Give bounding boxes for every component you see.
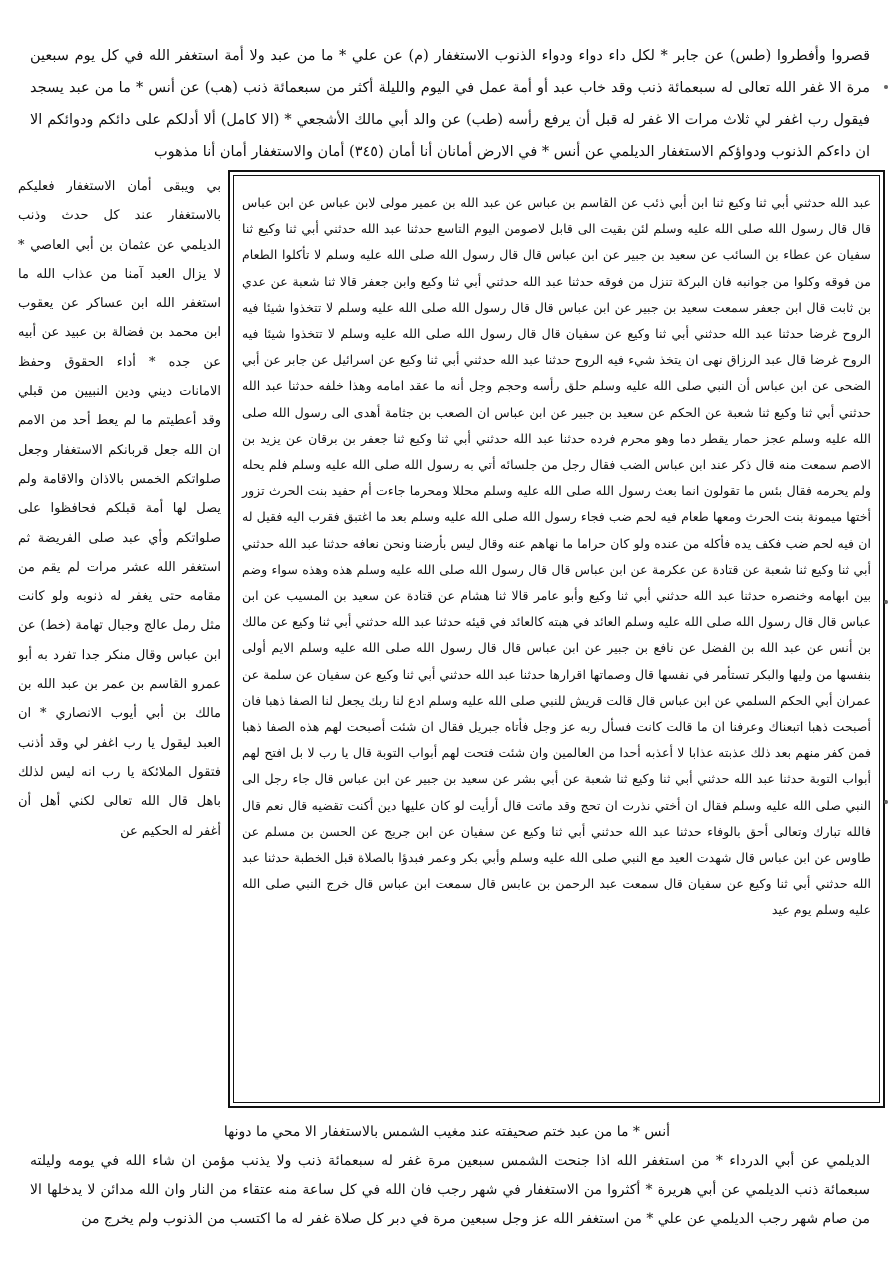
side-margin-commentary bbox=[18, 172, 221, 1102]
top-margin-text: قصروا وأفطروا (طس) عن جابر * لكل داء دواء ودواء الذنوب الاستغفار (م) عن علي * ما من عبد ولا أمة استغفر الله في كل يوم سبعين مرة الا غفر الله تعالى له سبعمائة ذنب وقد خاب عبد أو أمة عمل في اليوم والليلة أكثر من سبعمائة ذنب (هب) عن أنس * ما من عبد يسجد فيقول رب اغفر لي ثلاث مرات الا غفر له قبل أن يرفع رأسه (طب) عن والد أبي مالك الأشجعي * (الا كامل) ألا أدلكم على دائكم ودوائكم الا ان داءكم الذنوب ودواؤكم الاستغفار الديلمي عن أنس * في الارض أمانان أنا أمان (٣٤٥) أمان والاستغفار أمان أنا مذهوب bbox=[30, 48, 870, 160]
bottom-margin-commentary bbox=[30, 1118, 870, 1283]
main-text-frame bbox=[228, 170, 885, 1108]
bottom-margin-first-line: أنس * ما من عبد ختم صحيفته عند مغيب الشمس بالاستغفار الا محي ما دونها bbox=[223, 1124, 670, 1140]
main-hadith-text: عبد الله حدثني أبي ثنا وكيع ثنا ابن أبي ذئب عن القاسم بن عباس عن عبد الله بن عمير مولى لابن عباس عن ابن عباس قال قال رسول الله صلى الله عليه وسلم لئن بقيت الى قابل لاصومن اليوم التاسع حدثنا عبد الله حدثني أبي ثنا وكيع ثنا سفيان عن عطاء بن السائب عن سعيد بن جبير عن ابن عباس قال قال رسول الله صلى الله عليه وسلم لا تأكلوا الطعام من فوقه وكلوا من جوانبه فان البركة تنزل من فوقه حدثنا عبد الله حدثني أبي ثنا وكيع وابن جعفر قالا ثنا شعبة عن عدي بن ثابت قال ابن جعفر سمعت سعيد بن جبير عن ابن عباس قال قال رسول الله صلى الله عليه وسلم لا تتخذوا شيئا فيه الروح غرضا حدثنا عبد الله حدثني أبي ثنا وكيع عن سفيان قال قال رسول الله صلى الله عليه وسلم لا تتخذوا شيئا فيه الروح غرضا قال عبد الرزاق نهى ان يتخذ شيء فيه الروح حدثنا عبد الله حدثني أبي ثنا وكيع عن اسرائيل عن جابر عن أبي الضحى عن ابن عباس أن النبي صلى الله عليه وسلم حلق رأسه وحجم وجل أنه ما عقد امامه وهذا خلفه حدثنا عبد الله حدثني أبي ثنا وكيع ثنا شعبة عن الحكم عن سعيد بن جبير عن ابن عباس ان الصعب بن جثامة أهدى الى رسول الله صلى الله عليه وسلم عجز حمار يقطر دما وهو محرم فرده حدثنا عبد الله حدثني أبي ثنا وكيع ثنا جعفر بن برقان عن يزيد بن الاصم سمعت منه قال ذكر عند ابن عباس الضب فقال رجل من جلسائه أتي به رسول الله صلى الله عليه وسلم فلم يحله ولم يحرمه فقال بئس ما تقولون انما بعث رسول الله صلى الله عليه وسلم محللا ومحرما جاءت أم حفيد بنت الحرث تزور أختها ميمونة بنت الحرث ومعها طعام فيه لحم ضب فجاء رسول الله صلى الله عليه وسلم بعد ما اغتبق فقرب اليه فقيل له ان فيه لحم ضب فكف يده فأكله من عنده ولو كان حراما ما نهاهم عنه وقال ليس بأرضنا ونحن نعافه حدثنا عبد الله حدثني أبي ثنا وكيع ثنا شعبة عن قتادة عن عكرمة عن ابن عباس قال قال رسول الله صلى الله عليه وسلم هذه وهذه سواء وضم بين ابهامه وخنصره حدثنا عبد الله حدثني أبي ثنا وكيع وأبو عامر قالا ثنا هشام عن قتادة عن سعيد بن المسيب عن ابن عباس قال قال رسول الله صلى الله عليه وسلم العائد في هبته كالعائد في قيئه حدثنا عبد الله حدثني أبي ثنا وكيع عن مالك بن أنس عن عبد الله بن الفضل عن نافع بن جبير عن ابن عباس قال قال رسول الله صلى الله عليه وسلم الايم أولى بنفسها من وليها والبكر تستأمر في نفسها قال وصماتها اقرارها حدثنا عبد الله حدثني أبي ثنا وكيع عن سفيان عن سلمة عن عمران أبي الحكم السلمي عن ابن عباس قال قالت قريش للنبي صلى الله عليه وسلم ادع لنا ربك يجعل لنا الصفا ذهبا فان أصبحت ذهبا اتبعناك وعرفنا ان ما قالت كانت فسأل ربه عز وجل فأتاه جبريل فقال ان شئت أصبحت لهم هذه الصفا ذهبا فمن كفر منهم بعد ذلك عذبته عذابا لا أعذبه أحدا من العالمين وان شئت فتحت لهم أبواب التوبة قال يا رب لا بل افتح لهم أبواب التوبة حدثنا عبد الله حدثني أبي ثنا وكيع ثنا شعبة عن أبي بشر عن سعيد بن جبير عن ابن عباس قال جاء رجل الى النبي صلى الله عليه وسلم فقال ان أختي نذرت ان تحج وقد ماتت قال أرأيت لو كان عليها دين أكنت تقضيه قال نعم قال فالله تبارك وتعالى أحق بالوفاء حدثنا عبد الله حدثني أبي ثنا وكيع عن سفيان عن ابن جريج عن الحسن بن مسلم عن طاوس عن ابن عباس قال شهدت العيد مع النبي صلى الله عليه وسلم وأبي بكر وعمر فبدؤا بالصلاة قبل الخطبة حدثنا عبد الله حدثني أبي ثنا وكيع عن سفيان قال سمعت عبد الرحمن بن عابس قال سمعت ابن عباس قال خرج النبي صلى الله عليه وسلم يوم عيد bbox=[242, 195, 871, 918]
main-text-inner-border bbox=[233, 175, 880, 1103]
side-margin-text: بي ويبقى أمان الاستغفار فعليكم بالاستغفار عند كل حدث وذنب الديلمي عن عثمان بن أبي العاصي * لا يزال العبد آمنا من عذاب الله ما استغفر الله ابن عساكر عن يعقوب ابن محمد بن فضالة بن عبيد عن أبيه عن جده * أداء الحقوق وحفظ الامانات ديني ودين النبيين من قبلي وقد أعطيتم ما لم يعط أحد من الامم ان الله جعل قربانكم الاستغفار وجعل صلواتكم الخمس بالاذان والاقامة ولم يصل لها أمة قبلكم فحافظوا على صلواتكم وأي عبد صلى الفريضة ثم استغفر الله عشر مرات لم يقم من مقامه حتى يغفر له ذنوبه ولو كانت مثل رمل عالج وجبال تهامة (خط) عن ابن عباس وقال منكر جدا تفرد به أبو عمرو القاسم بن عمر بن عبد الله بن مالك بن أبي أيوب الانصاري * ان العبد ليقول يا رب اغفر لي وقد أذنب فتقول الملائكة يا رب انه ليس لذلك باهل قال الله تعالى لكني أهل أن أغفر له الحكيم عن bbox=[18, 179, 221, 839]
top-margin-commentary bbox=[30, 40, 870, 170]
edge-speck bbox=[884, 85, 888, 89]
edge-speck bbox=[884, 800, 888, 804]
edge-speck bbox=[884, 600, 888, 604]
bottom-margin-text: الديلمي عن أبي الدرداء * من استغفر الله اذا جنحت الشمس سبعين مرة غفر له سبعمائة ذنب ولا يذنب مؤمن ان شاء الله في يومه وليلته سبعمائة ذنب الديلمي عن أبي هريرة * أكثروا من الاستغفار في شهر رجب فان الله في كل ساعة منه عتقاء من النار وان الله مدائن لا يدخلها الا من صام شهر رجب الديلمي عن علي * من استغفر الله عز وجل سبعين مرة في دبر كل صلاة غفر له ما اكتسب من الذنوب ولم يخرج من bbox=[30, 1153, 870, 1227]
